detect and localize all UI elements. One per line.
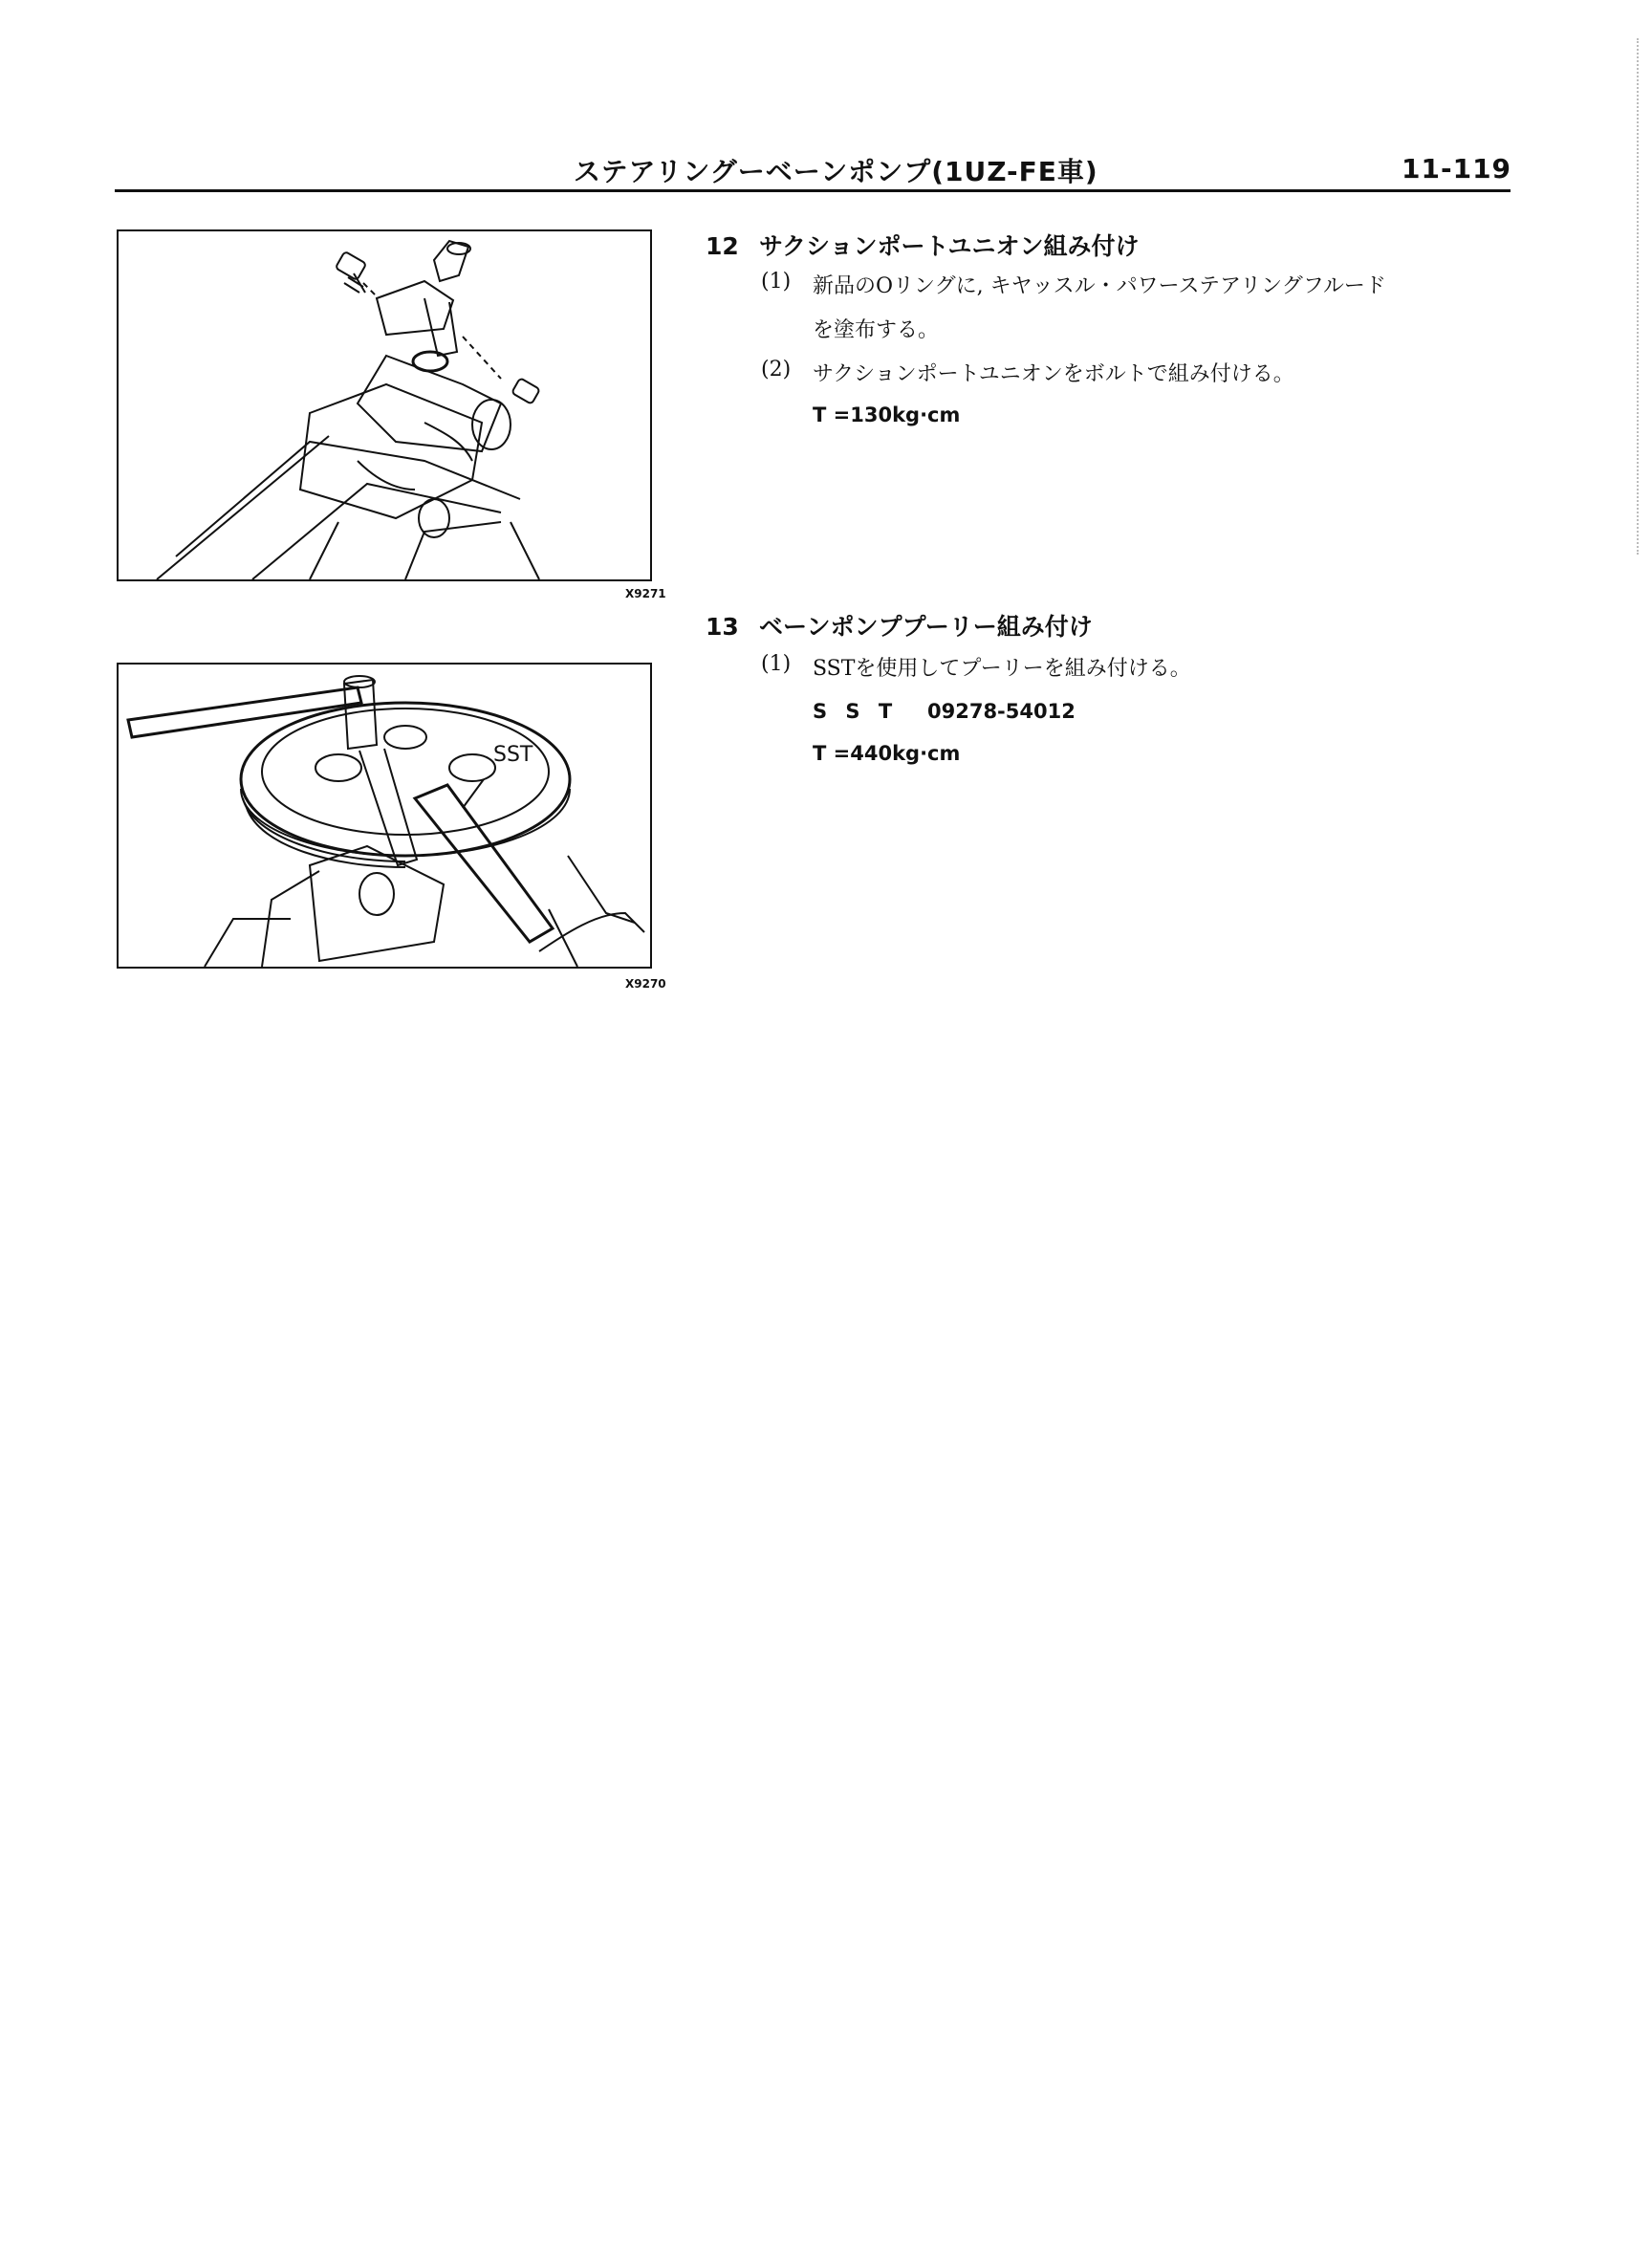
bolt-icon: [336, 251, 367, 293]
page-title: ステアリングーベーンポンプ(1UZ-FE車): [574, 156, 1098, 187]
step-12-item-2-marker: (2): [761, 358, 792, 381]
step-number: 13: [706, 613, 739, 641]
figure-pulley-sst: [117, 663, 652, 969]
step-12-torque: T =130kg·cm: [813, 403, 961, 426]
step-title: ベーンポンププーリー組み付け: [759, 613, 1093, 641]
step-12-item-1-text: 新品のOリングに, キヤッスル・パワーステアリングフルード: [813, 274, 1386, 298]
step-13-torque: T =440kg·cm: [813, 742, 961, 765]
header-rule: [115, 189, 1511, 192]
step-12-heading: [706, 228, 1140, 262]
figure-code: X9271: [625, 587, 666, 600]
step-number: 12: [706, 232, 739, 260]
sst-callout-label: SST: [493, 743, 533, 767]
step-13-heading: [706, 608, 1093, 643]
figure-code: X9270: [625, 977, 666, 991]
step-13-item-1-text: SSTを使用してプーリーを組み付ける。: [813, 657, 1191, 681]
step-12-item-1-marker: (1): [761, 270, 792, 294]
step-12-item-2-text: サクションポートユニオンをボルトで組み付ける。: [813, 362, 1294, 386]
step-13-item-1-marker: (1): [761, 652, 792, 676]
figure-suction-port-union: [117, 229, 652, 581]
pump-union-illustration: [119, 231, 650, 579]
step-12-item-1-continued: を塗布する。: [813, 318, 940, 342]
bolt-icon: [511, 378, 540, 404]
step-title: サクションポートユニオン組み付け: [759, 232, 1140, 260]
scan-margin-dots: [1637, 38, 1641, 555]
step-13-sst-label: S S T: [813, 700, 899, 723]
pulley-sst-illustration: [119, 665, 650, 967]
page-number: 11-119: [1402, 153, 1512, 185]
step-13-sst-number: 09278-54012: [927, 700, 1076, 723]
